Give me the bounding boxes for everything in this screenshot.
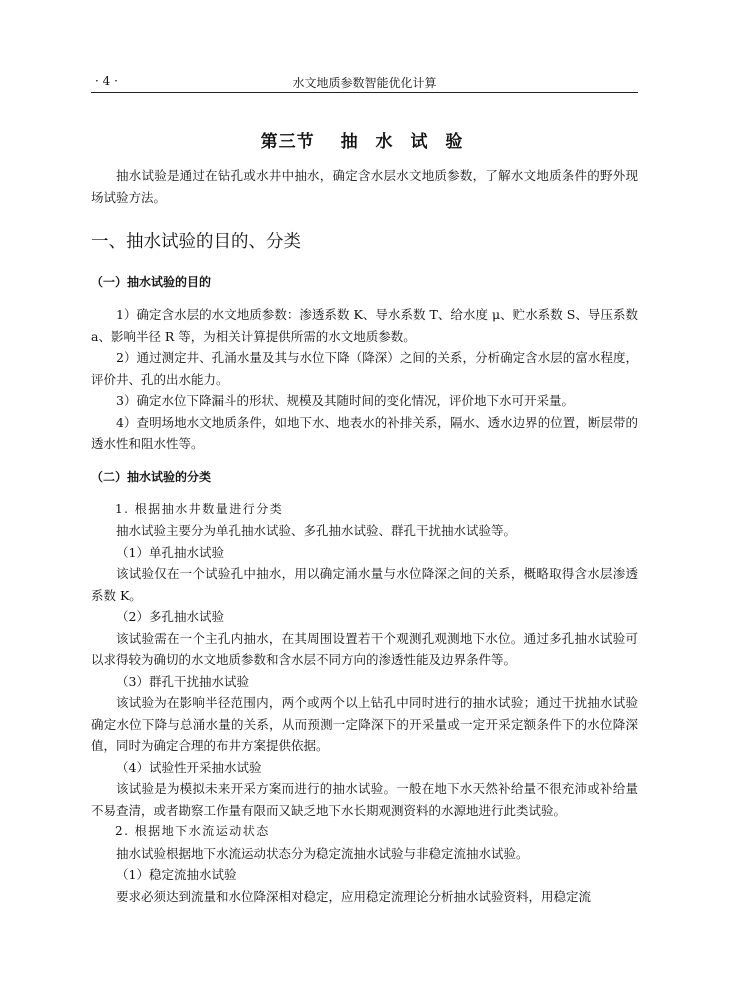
- body-text: [91, 165, 638, 907]
- type-title: （1）稳定流抽水试验: [116, 867, 237, 882]
- type-title: （1）单孔抽水试验: [116, 544, 224, 560]
- classification-heading: （二）抽水试验的分类: [91, 469, 212, 484]
- purpose-heading: （一）抽水试验的目的: [91, 275, 212, 289]
- type-text: 该试验是为模拟未来开采方案而进行的抽水试验。一般在地下水天然补给量不很充沛或补给量不易查清，或者勘察工作量有限而又缺乏地下水长期观测资料的水源地进行此类试验。: [91, 781, 638, 818]
- by-wells-heading: 1. 根据抽水井数量进行分类: [115, 501, 284, 516]
- purpose-item: 2）通过测定井、孔涌水量及其与水位下降（降深）之间的关系，分析确定含水层的富水程度，评价井、孔的出水能力。: [91, 350, 638, 387]
- chapter-heading: 一、抽水试验的目的、分类: [91, 232, 301, 252]
- type-title: （3）群孔干扰抽水试验: [116, 673, 249, 689]
- purpose-item: 4）查明场地水文地质条件，如地下水、地表水的补排关系，隔水、透水边界的位置，断层带的透水性和阻水性等。: [91, 414, 638, 451]
- intro-paragraph: 抽水试验是通过在钻孔或水井中抽水，确定含水层水文地质参数，了解水文地质条件的野外现场试验方法。: [91, 168, 638, 205]
- type-text: 该试验仅在一个试验孔中抽水，用以确定涌水量与水位降深之间的关系，概略取得含水层渗透系数 K。: [91, 566, 638, 603]
- section-name: 抽 水 试 验: [340, 132, 469, 152]
- section-label: 第三节: [260, 132, 315, 152]
- type-text: 该试验为在影响半径范围内，两个或两个以上钻孔中同时进行的抽水试验；通过干扰抽水试验确定水位下降与总涌水量的关系，从而预测一定降深下的开采量或一定开采定额条件下的水位降深值，同时为确定合理的布井方案提供依据。: [91, 695, 638, 753]
- purpose-item: 3）确定水位下降漏斗的形状、规模及其随时间的变化情况，评价地下水可开采量。: [116, 393, 574, 408]
- type-title: （2）多孔抽水试验: [116, 609, 224, 624]
- type-text: 该试验需在一个主孔内抽水，在其周围设置若干个观测孔观测地下水位。通过多孔抽水试验可以求得较为确切的水文地质参数和含水层不同方向的渗透性能及边界条件等。: [91, 630, 638, 667]
- running-header: [91, 72, 638, 93]
- purpose-item: 1）确定含水层的水文地质参数：渗透系数 K、导水系数 T、给水度 μ、贮水系数 S、导压系数 a、影响半径 R 等，为相关计算提供所需的水文地质参数。: [91, 307, 638, 344]
- by-wells-text: 抽水试验主要分为单孔抽水试验、多孔抽水试验、群孔干扰抽水试验等。: [116, 523, 517, 538]
- type-title: （4）试验性开采抽水试验: [116, 759, 262, 775]
- page-number: · 4 ·: [95, 74, 118, 88]
- by-flow-text: 抽水试验根据地下水流运动状态分为稳定流抽水试验与非稳定流抽水试验。: [116, 845, 529, 861]
- type-text: 要求必须达到流量和水位降深相对稳定，应用稳定流理论分析抽水试验资料，用稳定流: [116, 888, 592, 904]
- book-title: 水文地质参数智能优化计算: [292, 76, 437, 90]
- section-title: [0, 127, 729, 152]
- by-flow-heading: 2. 根据地下水流运动状态: [115, 824, 270, 838]
